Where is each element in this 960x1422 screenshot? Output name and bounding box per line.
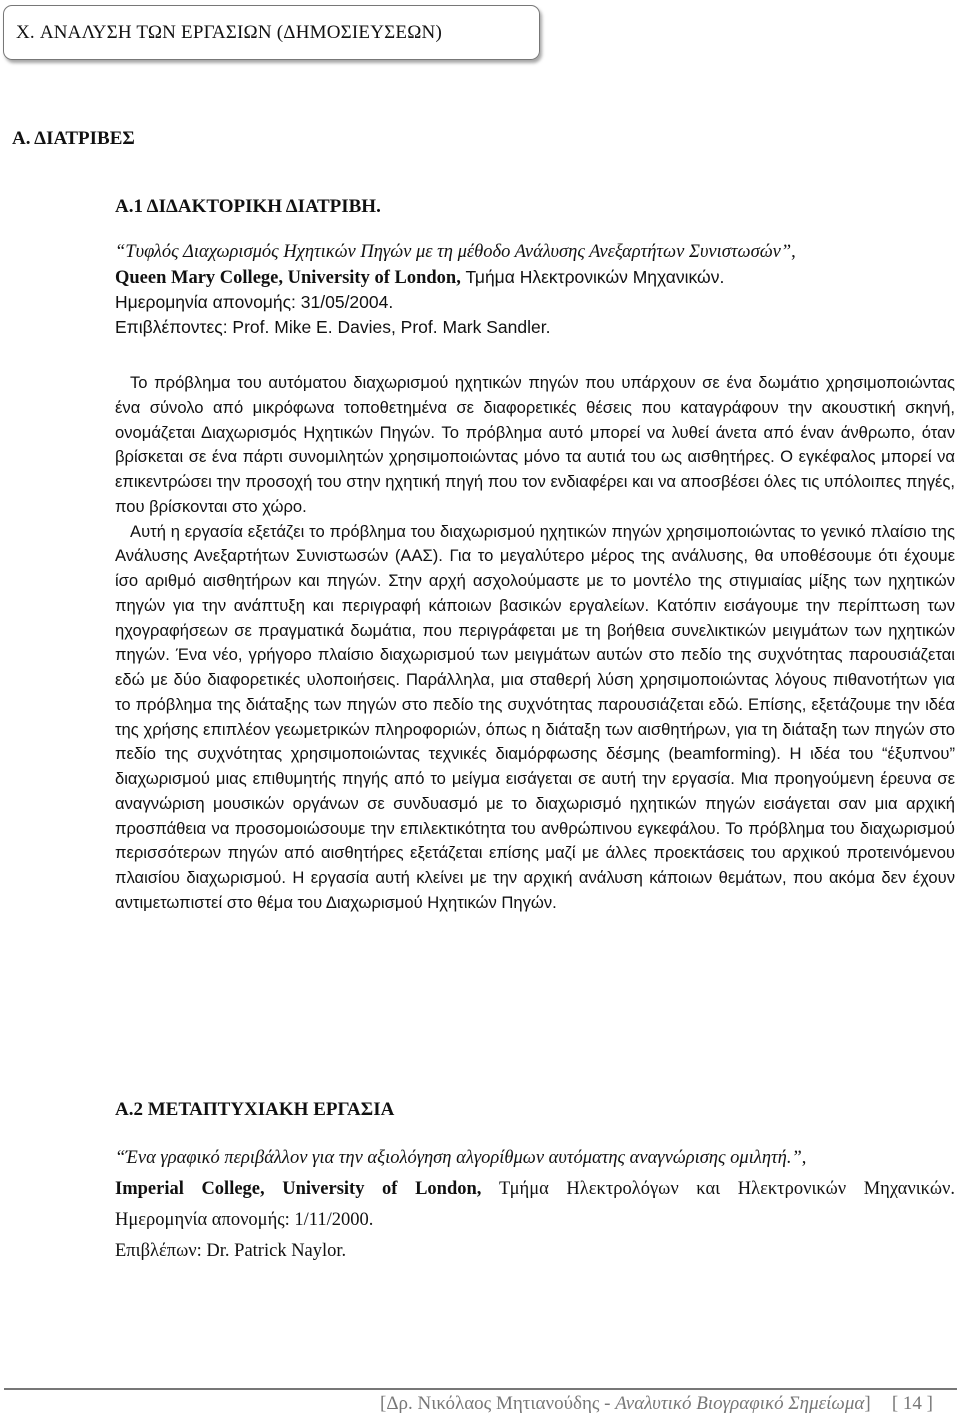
phd-institution-line bbox=[115, 265, 955, 291]
footer-cv-reference: [Δρ. Νικόλαος Μητιανούδης - Αναλυτικό Βιογραφικό Σημείωμα] bbox=[380, 1393, 871, 1414]
phd-title: Τυφλός Διαχωρισμός Ηχητικών Πηγών με τη μέθοδο Ανάλυσης Ανεξαρτήτων Συνιστωσών bbox=[125, 242, 781, 262]
footer-page-number: [ 14 ] bbox=[891, 1393, 933, 1414]
phd-title-line: “Τυφλός Διαχωρισμός Ηχητικών Πηγών με τη μέθοδο Ανάλυσης Ανεξαρτήτων Συνιστωσών”, bbox=[115, 242, 796, 262]
phd-institution: Queen Mary College, University of London, bbox=[115, 267, 461, 288]
abstract-paragraph-2: Αυτή η εργασία εξετάζει το πρόβλημα του διαχωρισμού ηχητικών πηγών χρησιμοποιώντας το γενικό πλαίσιο της Ανάλυσης Ανεξαρτήτων Συνιστωσών (ΑΑΣ). Για το μεγαλύτερο μέρος της ανάλυσης, θα υποθέσουμε ότι έχουμε ίσο αριθμό αισθητήρων και πηγών. Στην αρχή ασχολούμαστε με το μοντέλο της στιγμιαίας μίξης των ηχητικών πηγών για την ανάπτυξη και περιγραφή κάποιων βασικών εργαλείων. Κατόπιν εισάγουμε την περίπτωση των ηχογραφήσεων σε πραγματικά δωμάτια, που περιγράφεται με τη βοήθεια συνελικτικών μειγμάτων των ηχητικών πηγών. Ένα νέο, γρήγορο πλαίσιο διαχωρισμού των μειγμάτων αυτών στο πεδίο της συχνότητας παρουσιάζεται εδώ με δύο διαφορετικές υλοποιήσεις. Παράλληλα, μια σταθερή λύση χρησιμοποιώντας λόγους πιθανοτήτων για το πρόβλημα της διάταξης των πηγών στο πεδίο της συχνότητας παρουσιάζεται εδώ. Επίσης, εξετάζουμε την ιδέα της χρήσης επιπλέον γεωμετρικών πληροφοριών, όπως η διάταξη των αισθητήρων, για τη διάταξη των πηγών στο πεδίο της συχνότητας χρησιμοποιώντας τεχνικές διαμόρφωσης δέσμης (beamforming). Η ιδέα του “έξυπνου” διαχωρισμού μιας επιθυμητής πηγής από το μείγμα εισάγεται σε αυτή την εργασία. Μια προηγούμενη έρευνα σε αναγνώριση μουσικών οργάνων σε συνδυασμό με το διαχωρισμό ηχητικών πηγών εισάγεται σαν μια αρχική προσπάθεια να προσομοιώσουμε την επιλεκτικότητα του ανθρώπινου εγκεφάλου. Το πρόβλημα του διαχωρισμού περισσότερων πηγών από αισθητήρες εξετάζεται επίσης μαζί με άλλες προεκτάσεις του αρχικού προτεινόμενου πλαισίου διαχωρισμού. Η εργασία αυτή κλείνει με την αρχική ανάλυση κάποιων θεμάτων, που ακόμα δεν έχουν αντιμετωπιστεί στο θέμα του Διαχωρισμού Ηχητικών Πηγών. bbox=[115, 521, 955, 912]
heading-dissertations: Α. ΔΙΑΤΡΙΒΕΣ bbox=[12, 128, 135, 149]
phd-supervisors: Επιβλέποντες: Prof. Mike E. Davies, Prof. Mark Sandler. bbox=[115, 316, 551, 337]
msc-institution: Imperial College, University of London, bbox=[115, 1179, 482, 1199]
section-title-box bbox=[3, 5, 540, 60]
footer-author: Δρ. Νικόλαος Μητιανούδης - bbox=[386, 1393, 616, 1414]
footer-cv-title: Αναλυτικό Βιογραφικό Σημείωμα bbox=[615, 1393, 865, 1414]
msc-title: Ένα γραφικό περιβάλλον για την αξιολόγηση αλγορίθμων αυτόματης αναγνώρισης ομιλητή. bbox=[125, 1148, 792, 1168]
heading-msc-thesis: Α.2 ΜΕΤΑΠΤΥΧΙΑΚΗ ΕΡΓΑΣΙΑ bbox=[115, 1099, 395, 1120]
msc-supervisor: Επιβλέπων: Dr. Patrick Naylor. bbox=[115, 1241, 347, 1261]
msc-thesis-entry bbox=[115, 1143, 955, 1267]
msc-institution-line bbox=[115, 1174, 955, 1205]
msc-department: Τμήμα Ηλεκτρολόγων και Ηλεκτρονικών Μηχανικών. bbox=[499, 1179, 956, 1199]
msc-date: Ημερομηνία απονομής: 1/11/2000. bbox=[115, 1210, 374, 1230]
phd-department: Τμήμα Ηλεκτρονικών Μηχανικών. bbox=[465, 266, 725, 287]
phd-date: Ημερομηνία απονομής: 31/05/2004. bbox=[115, 292, 394, 312]
msc-title-line: “Ένα γραφικό περιβάλλον για την αξιολόγηση αλγορίθμων αυτόματης αναγνώρισης ομιλητή.”, bbox=[115, 1148, 807, 1168]
phd-thesis-entry bbox=[115, 240, 955, 339]
page-footer bbox=[380, 1393, 933, 1415]
footer-divider bbox=[4, 1388, 957, 1390]
abstract-paragraph-1: Το πρόβλημα του αυτόματου διαχωρισμού ηχητικών πηγών που υπάρχουν σε ένα δωμάτιο χρησιμοποιώντας ένα σύνολο από μικρόφωνα τοποθετημένα σε διαφορετικές θέσεις που καταγράφουν την ακουστική σκηνή, ονομάζεται Διαχωρισμός Ηχητικών Πηγών. Το πρόβλημα αυτό μπορεί να λυθεί άνετα από έναν άνθρωπο, όταν βρίσκεται σε ένα πάρτι συνομιλητών χρησιμοποιώντας μόνο τα αυτιά του ως αισθητήρες. Ο εγκέφαλος μπορεί να επικεντρώσει την προσοχή του στην ηχητική πηγή που τον ενδιαφέρει και να αποσβέσει όλες τις υπόλοιπες πηγές, που βρίσκονται στο χώρο. bbox=[115, 373, 955, 516]
phd-abstract bbox=[115, 371, 955, 916]
heading-phd-thesis: Α.1 ΔΙΔΑΚΤΟΡΙΚΗ ΔΙΑΤΡΙΒΗ. bbox=[115, 196, 381, 217]
section-title: X. ΑΝΑΛΥΣΗ ΤΩΝ ΕΡΓΑΣΙΩΝ (ΔΗΜΟΣΙΕΥΣΕΩΝ) bbox=[16, 21, 442, 43]
